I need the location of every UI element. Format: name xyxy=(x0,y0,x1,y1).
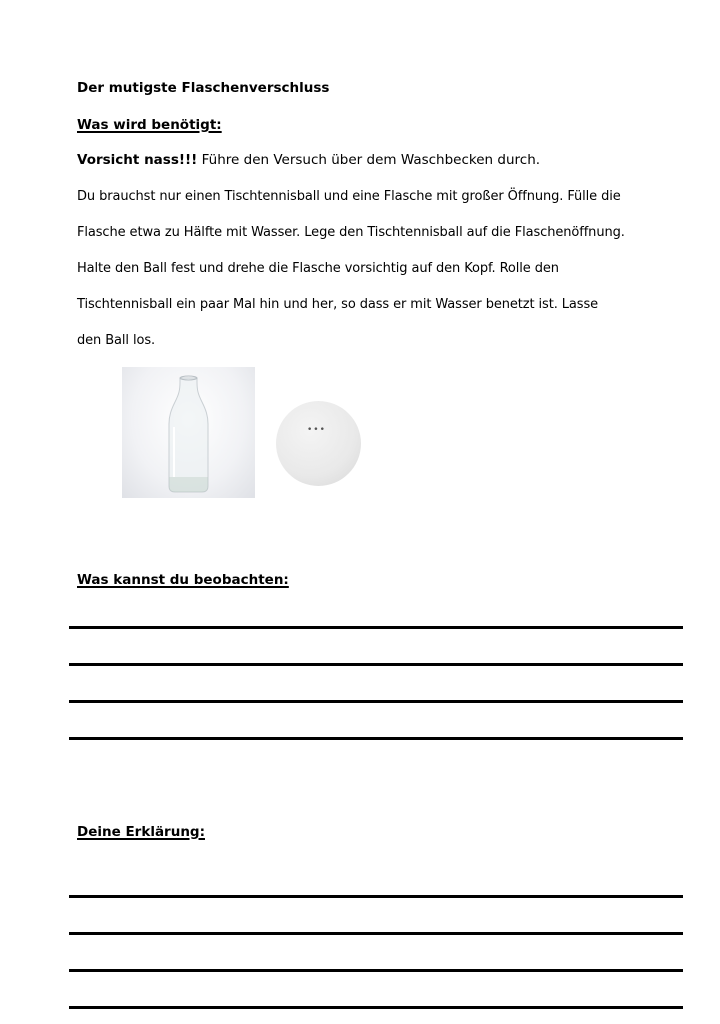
bottle-icon xyxy=(122,367,255,498)
warning-body: Führe den Versuch über dem Waschbecken durch. xyxy=(197,152,541,168)
instruction-line: Flasche etwa zu Hälfte mit Wasser. Lege den Tischtennisball auf die Flaschenöffnung. xyxy=(77,225,625,240)
worksheet-title: Der mutigste Flaschenverschluss xyxy=(77,80,330,96)
bottle-image xyxy=(122,367,255,498)
explanation-answer-line-1[interactable] xyxy=(69,895,683,898)
observe-answer-line-4[interactable] xyxy=(69,737,683,740)
explanation-answer-line-2[interactable] xyxy=(69,932,683,935)
observe-answer-line-3[interactable] xyxy=(69,700,683,703)
ball-logo-dots: ••• xyxy=(307,425,326,435)
observe-answer-line-2[interactable] xyxy=(69,663,683,666)
observe-heading: Was kannst du beobachten: xyxy=(77,572,289,588)
explanation-answer-line-4[interactable] xyxy=(69,1006,683,1009)
instruction-line: Du brauchst nur einen Tischtennisball und eine Flasche mit großer Öffnung. Fülle die xyxy=(77,189,621,204)
instruction-line: Tischtennisball ein paar Mal hin und her, so dass er mit Wasser benetzt ist. Lasse xyxy=(77,297,599,312)
warning-text xyxy=(77,152,540,168)
instructions-paragraph xyxy=(77,187,677,367)
instruction-line: den Ball los. xyxy=(77,333,156,348)
explanation-heading: Deine Erklärung: xyxy=(77,824,205,840)
instruction-line: Halte den Ball fest und drehe die Flasche vorsichtig auf den Kopf. Rolle den xyxy=(77,261,559,276)
warning-bold: Vorsicht nass!!! xyxy=(77,152,198,168)
table-tennis-ball-image xyxy=(276,401,361,486)
needs-heading: Was wird benötigt: xyxy=(77,117,222,133)
observe-answer-line-1[interactable] xyxy=(69,626,683,629)
explanation-answer-line-3[interactable] xyxy=(69,969,683,972)
